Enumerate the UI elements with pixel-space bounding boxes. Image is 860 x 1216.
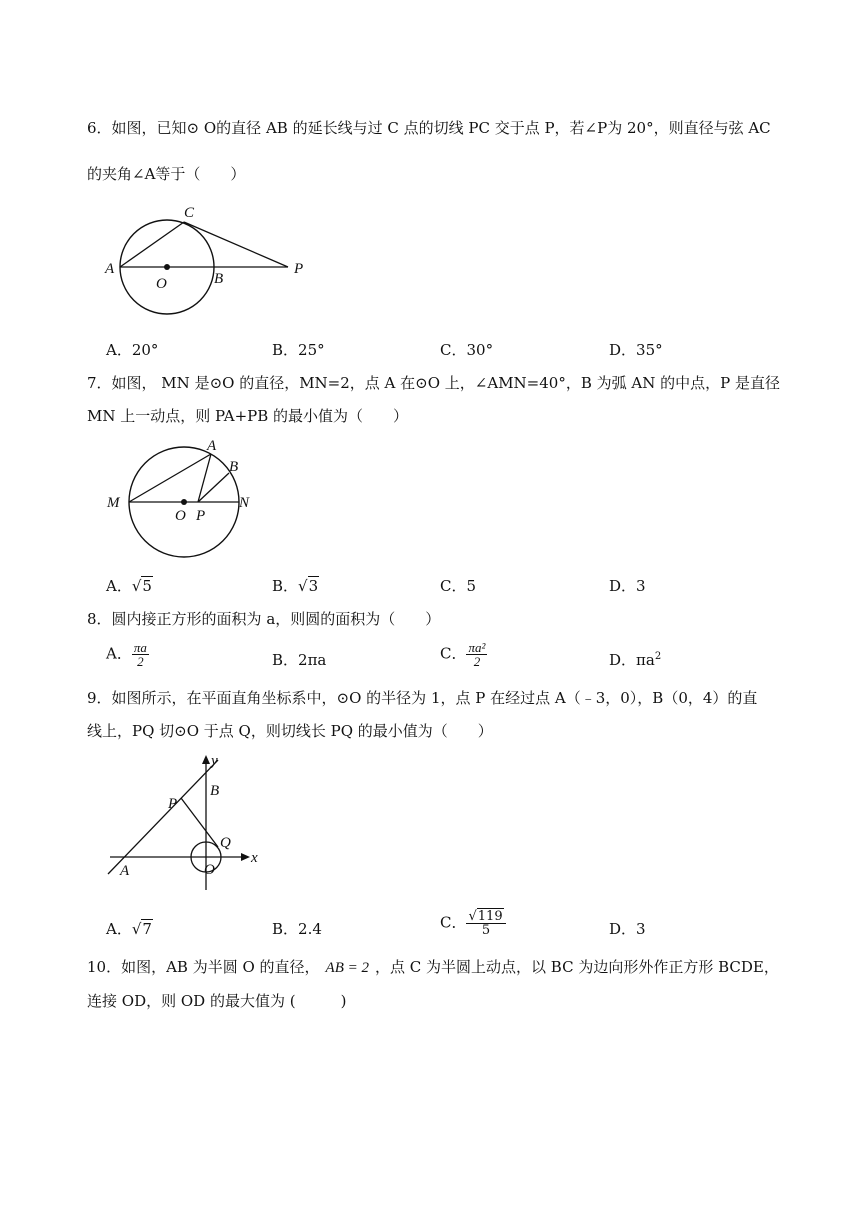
q9-option-c-radicand: 119 — [477, 909, 503, 924]
q9-option-a: A．√7 — [106, 920, 152, 938]
q10-equation: AB = 2 — [325, 960, 369, 976]
q6-chord-ac — [120, 222, 184, 267]
q8-option-d-exponent: 2 — [654, 651, 662, 662]
q9-option-c: C． $\frac{√119}{5}$ — [440, 910, 506, 937]
q8-stem-line1: 8．圆内接正方形的面积为 a，则圆的面积为（ ） — [87, 610, 441, 628]
q6-label-c: C — [184, 205, 195, 221]
q9-label-p: P — [168, 796, 178, 812]
q8-option-c-numerator: πa² — [468, 640, 486, 655]
q8-option-d-label: D．πa — [609, 651, 655, 669]
q6-label-o: O — [156, 276, 167, 292]
q6-option-a: A．20° — [106, 341, 159, 359]
q6-figure — [100, 200, 320, 310]
q7-option-a-radicand: 5 — [142, 577, 152, 595]
q7-label-m: M — [107, 495, 120, 511]
q7-label-o: O — [175, 508, 186, 524]
q9-label-b: B — [210, 783, 220, 799]
q8-option-d — [609, 649, 661, 670]
q7-option-c: C．5 — [440, 577, 477, 595]
q8-option-b: B．2πa — [272, 651, 327, 669]
q8-option-a-numerator: πa — [133, 640, 147, 655]
q9-x-axis-arrow — [241, 853, 250, 861]
q8-option-c-label: C． — [440, 644, 467, 663]
q6-stem-line1: 6．如图，已知⊙ O的直径 AB 的延长线与过 C 点的切线 PC 交于点 P，若∠P为 20°，则直径与弦 AC — [87, 119, 771, 137]
q9-stem-line2: 线上，PQ 切⊙O 于点 Q，则切线长 PQ 的最小值为（ ） — [87, 722, 493, 740]
q9-option-d: D．3 — [609, 920, 646, 938]
q7-option-b-radicand: 3 — [308, 577, 319, 595]
q6-label-a: A — [105, 261, 115, 277]
q9-y-axis-arrow — [202, 755, 210, 764]
q10-stem-part1: 10．如图，AB 为半圆 O 的直径， — [87, 958, 320, 976]
q7-segment-pb — [198, 473, 229, 502]
q9-figure — [100, 750, 270, 895]
q7-option-a-label: A． — [106, 577, 132, 595]
q9-label-x: x — [251, 850, 258, 866]
q7-option-b-label: B． — [272, 577, 299, 595]
q9-label-a: A — [120, 863, 130, 879]
q6-option-b: B．25° — [272, 341, 325, 359]
q7-stem-line1: 7．如图， MN 是⊙O 的直径，MN=2，点 A 在⊙O 上，∠AMN=40°，B 为弧 AN 的中点，P 是直径 — [87, 374, 780, 392]
q8-option-c-denominator: 2 — [473, 654, 481, 669]
q6-label-p: P — [294, 261, 304, 277]
q6-option-c: C．30° — [440, 341, 494, 359]
q9-option-c-label: C． — [440, 913, 467, 932]
q6-tangent-pc — [184, 222, 288, 267]
q6-stem-line2: 的夹角∠A等于（ ） — [87, 165, 246, 183]
q9-option-a-label: A． — [106, 920, 132, 938]
q6-label-b: B — [214, 271, 224, 287]
q7-label-a: A — [207, 438, 217, 454]
q9-stem-line1: 9．如图所示，在平面直角坐标系中，⊙O 的半径为 1，点 P 在经过点 A（﹣3，0），B（0，4）的直 — [87, 689, 758, 707]
q9-label-y: y — [211, 753, 218, 769]
q8-option-c — [440, 641, 487, 668]
q7-segment-ma — [129, 454, 211, 502]
q8-option-a-label: A． — [106, 644, 132, 663]
q6-option-d: D．35° — [609, 341, 663, 359]
q7-option-a: A．√5 — [106, 577, 152, 595]
q7-stem-line2: MN 上一动点，则 PA+PB 的最小值为（ ） — [87, 407, 409, 425]
q8-option-a-denominator: 2 — [137, 654, 144, 669]
q7-label-n: N — [239, 495, 250, 511]
q10-stem-line1 — [87, 956, 779, 977]
q7-figure — [100, 435, 260, 565]
q7-label-b: B — [229, 459, 239, 475]
q10-stem-line2: 连接 OD，则 OD 的最大值为 ( ) — [87, 992, 347, 1010]
q9-label-o: O — [204, 862, 215, 878]
q7-option-b: B．√3 — [272, 577, 319, 595]
q8-option-a — [106, 641, 149, 668]
q9-label-q: Q — [220, 835, 231, 851]
q9-option-c-denominator: 5 — [481, 923, 491, 938]
q6-center-dot — [164, 264, 170, 270]
q7-option-d: D．3 — [609, 577, 646, 595]
q9-tangent-pq — [181, 798, 218, 847]
q9-option-b: B．2.4 — [272, 920, 322, 938]
q7-label-p: P — [196, 508, 206, 524]
q10-stem-part2: ，点 C 为半圆上动点，以 BC 为边向形外作正方形 BCDE， — [375, 958, 779, 976]
q7-center-dot — [181, 499, 187, 505]
q9-option-a-radicand: 7 — [142, 920, 152, 938]
